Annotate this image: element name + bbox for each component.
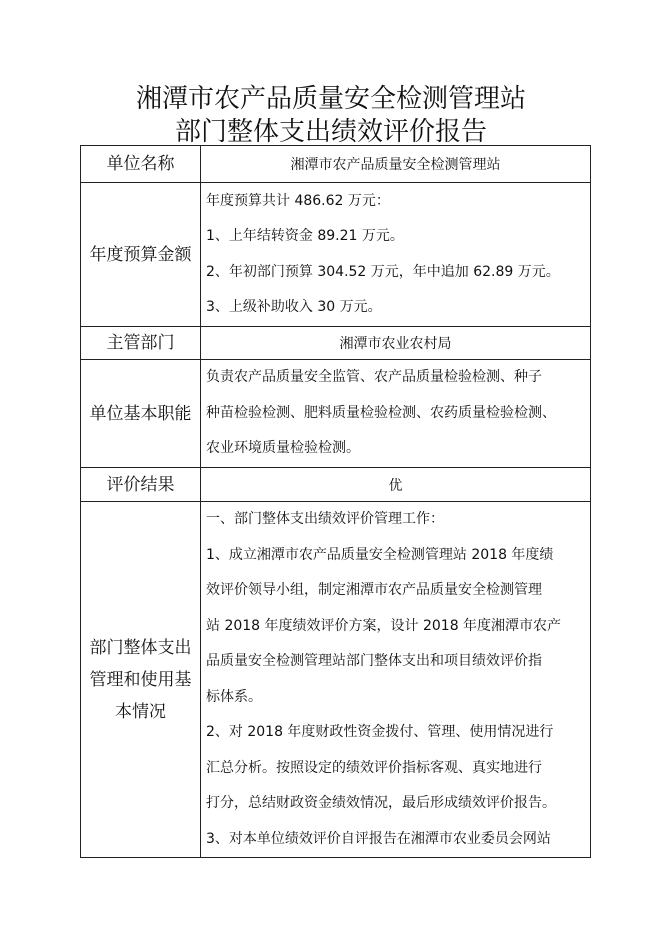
department-value: 湘潭市农业农村局	[201, 327, 591, 360]
functions-content	[201, 360, 591, 468]
report-title-line2: 部门整体支出绩效评价报告	[174, 117, 487, 147]
report-table	[80, 145, 591, 858]
result-label: 评价结果	[81, 468, 201, 502]
row-unit-name	[81, 146, 591, 183]
usage-line: 3、对本单位绩效评价自评报告在湘潭市农业委员会网站	[206, 830, 551, 847]
report-title-line1: 湘潭市农产品质量安全检测管理站	[135, 84, 526, 114]
usage-label-line: 部门整体支出	[89, 637, 192, 658]
budget-label: 年度预算金额	[81, 183, 201, 327]
budget-line: 年度预算共计 486.62 万元：	[206, 192, 390, 209]
usage-line: 2、对 2018 年度财政性资金拨付、管理、使用情况进行	[206, 724, 554, 740]
result-value: 优	[201, 468, 591, 502]
functions-line: 负责农产品质量安全监管、农产品质量检验检测、种子	[206, 369, 542, 386]
usage-content	[201, 502, 591, 858]
row-department	[81, 327, 591, 360]
unit-name-label: 单位名称	[81, 146, 201, 183]
usage-line: 站 2018 年度绩效评价方案，设计 2018 年度湘潭市农产	[206, 617, 562, 634]
usage-label	[81, 502, 201, 858]
usage-line: 一、部门整体支出绩效评价管理工作：	[206, 511, 444, 527]
budget-content	[201, 183, 591, 327]
usage-label-line: 管理和使用基	[89, 669, 192, 690]
row-budget	[81, 183, 591, 327]
budget-line: 3、上级补助收入 30 万元。	[206, 299, 382, 315]
usage-label-line: 本情况	[115, 701, 166, 722]
row-functions	[81, 360, 591, 468]
usage-line: 1、成立湘潭市农产品质量安全检测管理站 2018 年度绩	[206, 546, 554, 563]
usage-line: 打分，总结财政资金绩效情况，最后形成绩效评价报告。	[206, 795, 556, 811]
budget-line: 1、上年结转资金 89.21 万元。	[206, 228, 404, 244]
row-result	[81, 468, 591, 502]
functions-label: 单位基本职能	[81, 360, 201, 468]
usage-line: 品质量安全检测管理站部门整体支出和项目绩效评价指	[206, 653, 542, 669]
department-label: 主管部门	[81, 327, 201, 360]
budget-line: 2、年初部门预算 304.52 万元，年中追加 62.89 万元。	[206, 263, 560, 280]
row-usage	[81, 502, 591, 858]
usage-line: 汇总分析。按照设定的绩效评价指标客观、真实地进行	[206, 759, 542, 776]
usage-line: 标体系。	[206, 688, 262, 705]
usage-line: 效评价领导小组，制定湘潭市农产品质量安全检测管理	[206, 582, 542, 598]
unit-name-value: 湘潭市农产品质量安全检测管理站	[201, 146, 591, 183]
functions-line: 农业环境质量检验检测。	[206, 440, 360, 457]
functions-line: 种苗检验检测、肥料质量检验检测、农药质量检验检测、	[206, 404, 556, 421]
